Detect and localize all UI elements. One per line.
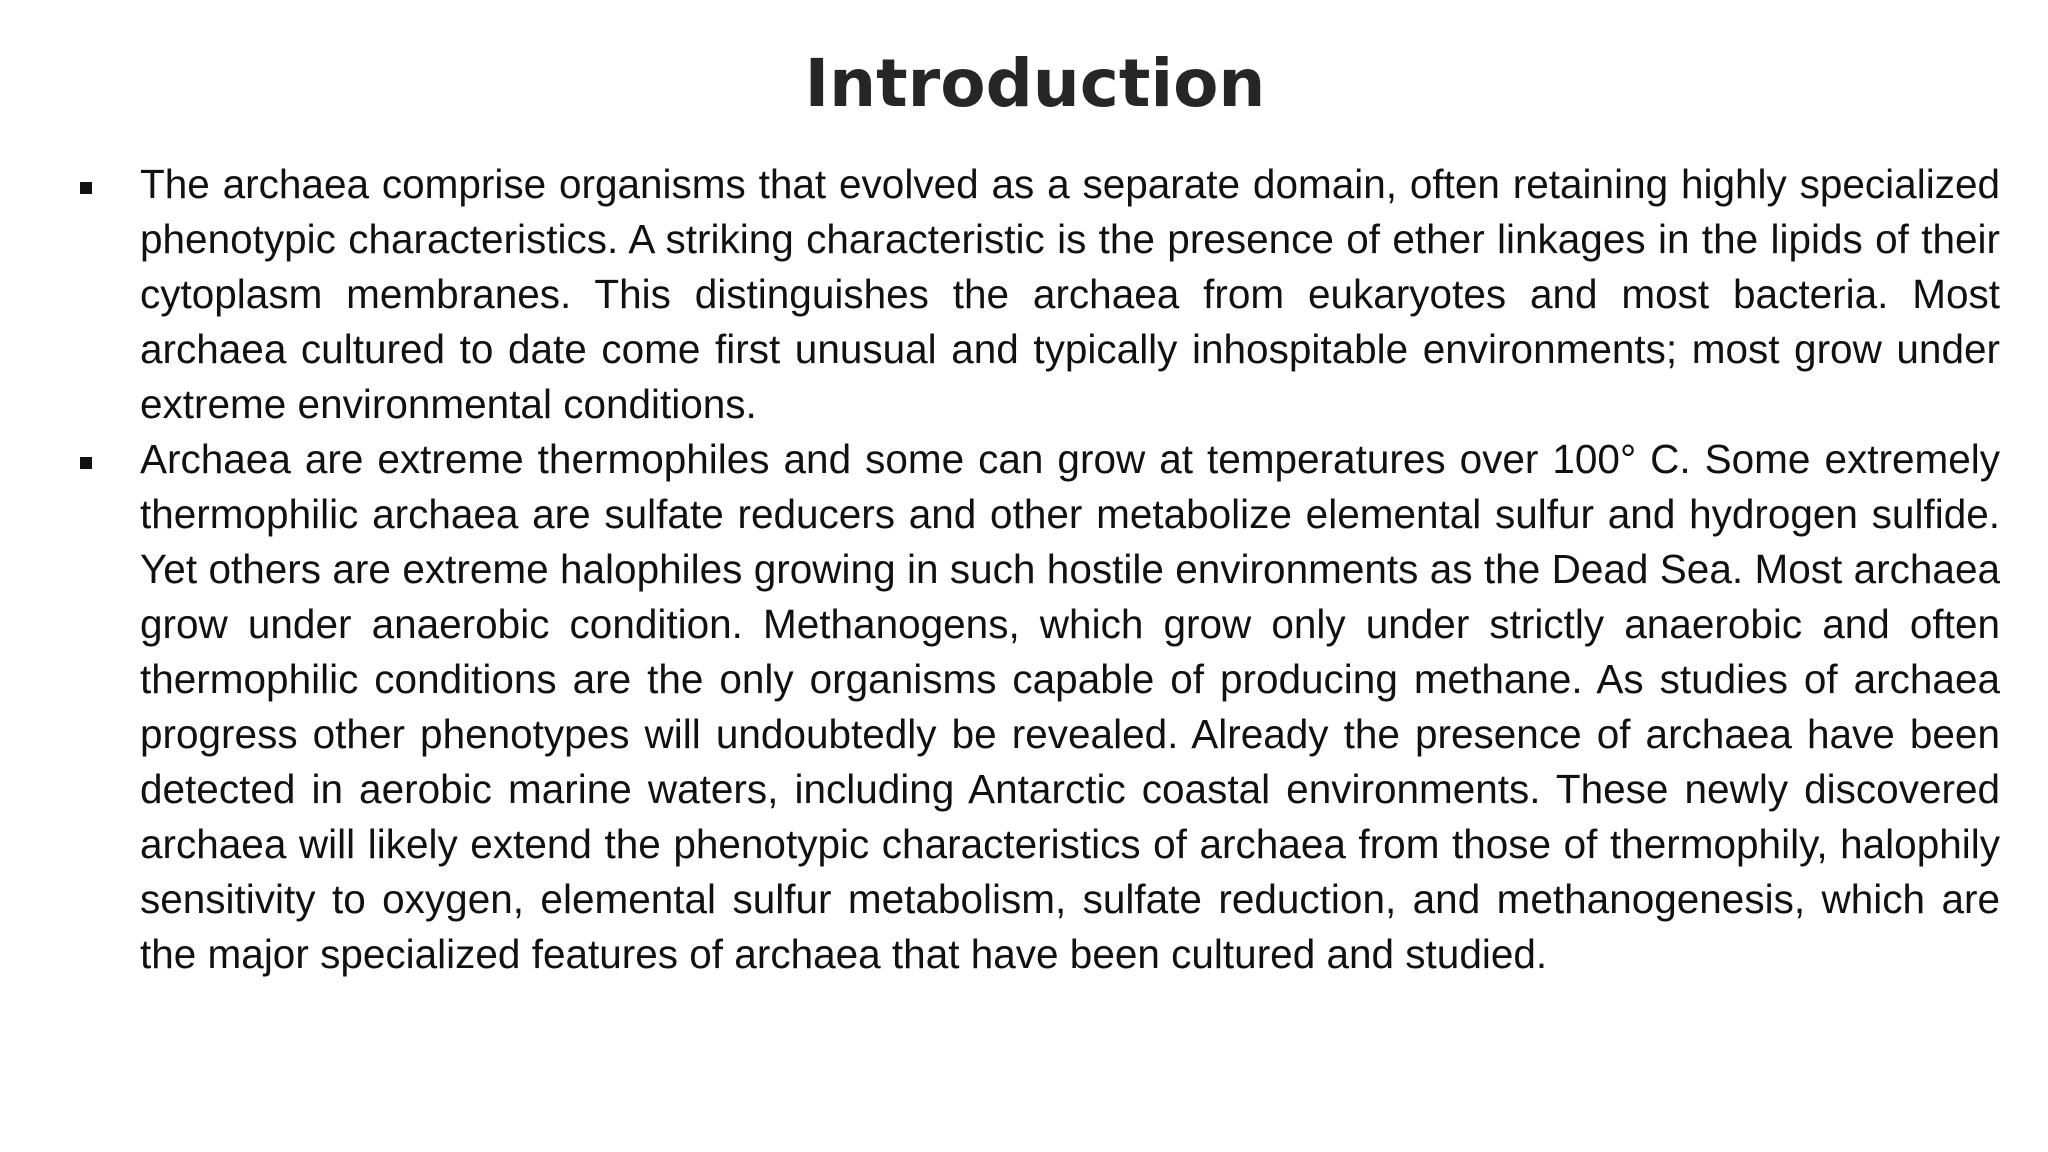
bullet-text: Archaea are extreme thermophiles and some can grow at temperatures over 100° C. Some extremely thermophilic archaea are sulfate reducers and other metabolize elemental sulfur and hydrogen sulfide. Yet others are extreme halophiles growing in such hostile environments as the Dead Sea. Most archaea grow under anaerobic condition. Methanogens, which grow only under strictly anaerobic and often thermophilic conditions are the only organisms capable of producing methane. As studies of archaea progress other phenotypes will undoubtedly be revealed. Already the presence of archaea have been detected in aerobic marine waters, including Antarctic coastal environments. These newly discovered archaea will likely extend the phenotypic characteristics of archaea from those of thermophily, halophily sensitivity to oxygen, elemental sulfur metabolism, sulfate reduction, and methanogenesis, which are the major specialized features of archaea that have been cultured and studied. xyxy=(140,436,2000,977)
slide-title: Introduction xyxy=(804,45,1266,122)
bullet-item xyxy=(0,432,2048,982)
square-bullet-icon xyxy=(80,457,92,469)
bullet-list xyxy=(0,157,2048,982)
bullet-text: The archaea comprise organisms that evolved as a separate domain, often retaining highly specialized phenotypic characteristics. A striking characteristic is the presence of ether linkages in the lipids of their cytoplasm membranes. This distinguishes the archaea from eukaryotes and most bacteria. Most archaea cultured to date come first unusual and typically inhospitable environments; most grow under extreme environmental conditions. xyxy=(140,161,2000,427)
square-bullet-icon xyxy=(80,182,92,194)
bullet-item xyxy=(0,157,2048,432)
